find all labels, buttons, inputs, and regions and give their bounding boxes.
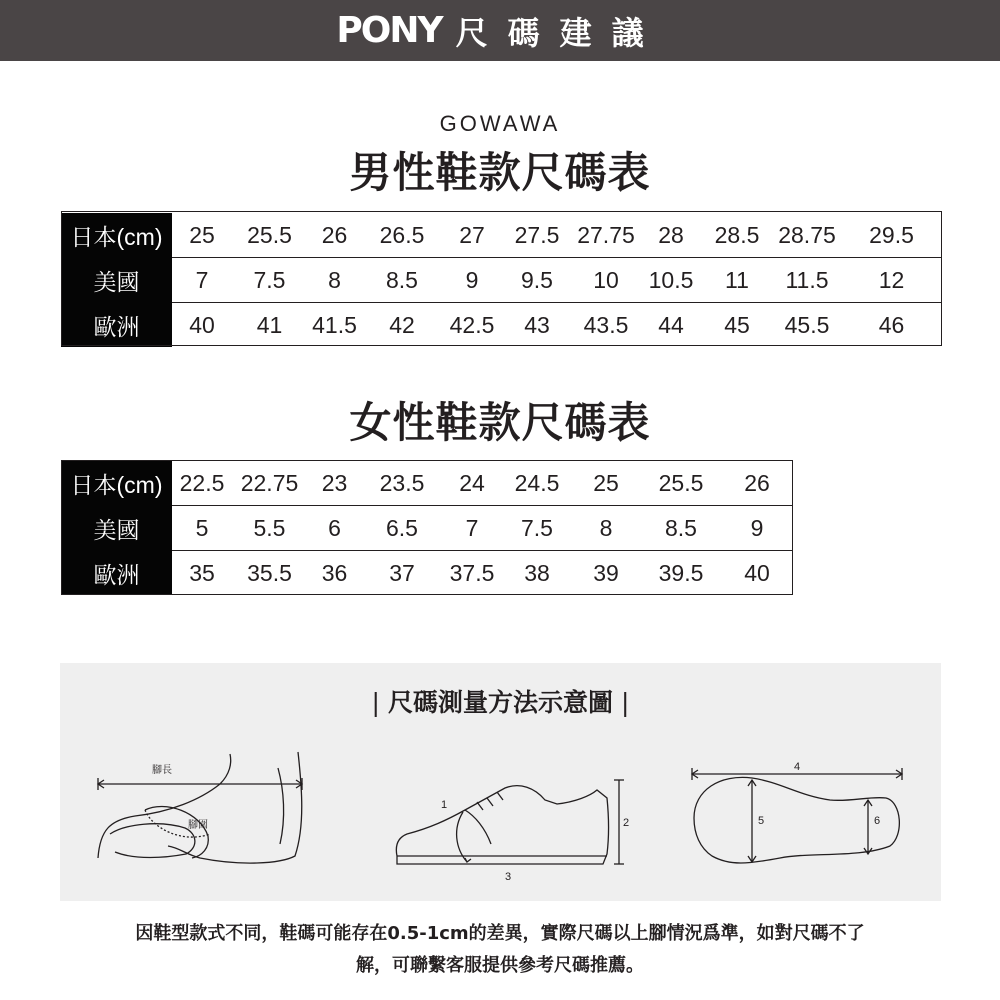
size-cell: 26	[722, 461, 792, 506]
size-cell: 29.5	[842, 213, 941, 258]
row-label: 日本(cm)	[61, 213, 172, 258]
size-cell: 11.5	[772, 258, 842, 303]
size-cell: 22.75	[232, 461, 307, 506]
size-note-line2: 解，可聯繫客服提供參考尺碼推薦。	[356, 955, 644, 976]
size-cell: 41.5	[312, 311, 357, 338]
brand-name: GOWAWA	[439, 111, 561, 136]
row-label: 歐洲	[61, 551, 172, 596]
size-cell: 45	[724, 311, 750, 338]
size-cell: 46	[878, 311, 905, 338]
sole-label-6: 6	[874, 815, 881, 827]
size-cell: 5.5	[232, 506, 307, 551]
size-cell: 40	[744, 559, 770, 586]
size-cell: 42.5	[449, 311, 495, 338]
shoe-diagram	[385, 768, 630, 888]
size-cell: 7.5	[232, 258, 307, 303]
size-note-line1: 因鞋型款式不同，鞋碼可能存在0.5-1cm的差異，實際尺碼以上腳情況爲準，如對尺碼不了	[135, 923, 865, 944]
table-row	[61, 506, 792, 551]
size-cell: 10	[572, 258, 640, 303]
row-label: 歐洲	[61, 303, 172, 348]
size-cell: 37	[389, 559, 415, 586]
size-cell: 7.5	[502, 506, 572, 551]
row-label: 美國	[61, 258, 172, 303]
women-size-table	[61, 461, 792, 595]
size-cell: 7	[442, 506, 502, 551]
size-cell: 27.75	[572, 213, 640, 258]
table-row	[61, 213, 941, 258]
measure-title	[60, 683, 941, 719]
size-cell: 27.5	[502, 213, 572, 258]
size-cell: 8.5	[362, 258, 442, 303]
size-cell: 8.5	[640, 506, 722, 551]
men-size-title: 男性鞋款尺碼表	[349, 148, 651, 197]
size-cell: 24	[442, 461, 502, 506]
size-cell: 43.5	[583, 311, 629, 338]
size-cell: 40	[189, 311, 215, 338]
size-cell: 8	[572, 506, 640, 551]
size-cell: 38	[524, 559, 550, 586]
size-cell: 26	[307, 213, 362, 258]
foot-diagram	[90, 748, 320, 868]
size-cell: 41	[256, 311, 283, 338]
size-cell: 9.5	[502, 258, 572, 303]
size-cell: 6.5	[362, 506, 442, 551]
header-banner	[0, 0, 1000, 61]
shoe-label-3: 3	[505, 871, 512, 883]
size-cell: 23.5	[362, 461, 442, 506]
sole-diagram	[690, 758, 910, 870]
size-cell: 39	[593, 559, 619, 586]
size-cell: 28.5	[702, 213, 772, 258]
size-cell: 39.5	[658, 559, 704, 586]
shoe-label-2: 2	[623, 817, 630, 829]
size-cell: 26.5	[362, 213, 442, 258]
size-cell: 28	[640, 213, 702, 258]
size-cell: 25	[172, 213, 232, 258]
measure-title-text: 尺碼測量方法示意圖	[387, 688, 613, 717]
measure-panel	[60, 663, 941, 901]
size-cell: 45.5	[784, 311, 830, 338]
size-cell: 27	[442, 213, 502, 258]
sole-label-4: 4	[794, 761, 801, 773]
title-divider-right: |	[621, 688, 630, 717]
table-row	[61, 461, 792, 506]
size-cell: 44	[658, 311, 684, 338]
size-cell: 11	[702, 258, 772, 303]
size-cell: 22.5	[172, 461, 232, 506]
size-cell: 42	[389, 311, 415, 338]
foot-girth-label: 腳圍	[188, 820, 208, 831]
shoe-label-1: 1	[441, 799, 448, 811]
size-cell: 43	[524, 311, 550, 338]
size-cell: 9	[442, 258, 502, 303]
row-label: 美國	[61, 506, 172, 551]
size-cell: 25	[572, 461, 640, 506]
size-cell: 25.5	[640, 461, 722, 506]
size-cell: 24.5	[502, 461, 572, 506]
size-cell: 36	[321, 559, 348, 586]
size-cell: 23	[307, 461, 362, 506]
size-cell: 6	[307, 506, 362, 551]
banner-title: 尺碼建議	[455, 13, 664, 52]
sole-label-5: 5	[758, 815, 765, 827]
table-row	[61, 551, 792, 596]
men-size-table	[61, 213, 941, 347]
table-row	[61, 258, 941, 303]
brand-logo: PONY	[336, 10, 442, 51]
size-cell: 7	[172, 258, 232, 303]
foot-length-label: 腳長	[152, 765, 172, 776]
size-cell: 35	[189, 559, 215, 586]
size-cell: 25.5	[232, 213, 307, 258]
size-cell: 5	[172, 506, 232, 551]
size-cell: 28.75	[772, 213, 842, 258]
title-divider-left: |	[371, 688, 380, 717]
size-cell: 8	[307, 258, 362, 303]
women-size-title: 女性鞋款尺碼表	[349, 398, 651, 447]
size-cell: 37.5	[449, 559, 495, 586]
size-cell: 35.5	[247, 559, 292, 586]
size-cell: 9	[722, 506, 792, 551]
size-cell: 10.5	[640, 258, 702, 303]
table-row	[61, 303, 941, 348]
row-label: 日本(cm)	[61, 461, 172, 506]
size-cell: 12	[842, 258, 941, 303]
